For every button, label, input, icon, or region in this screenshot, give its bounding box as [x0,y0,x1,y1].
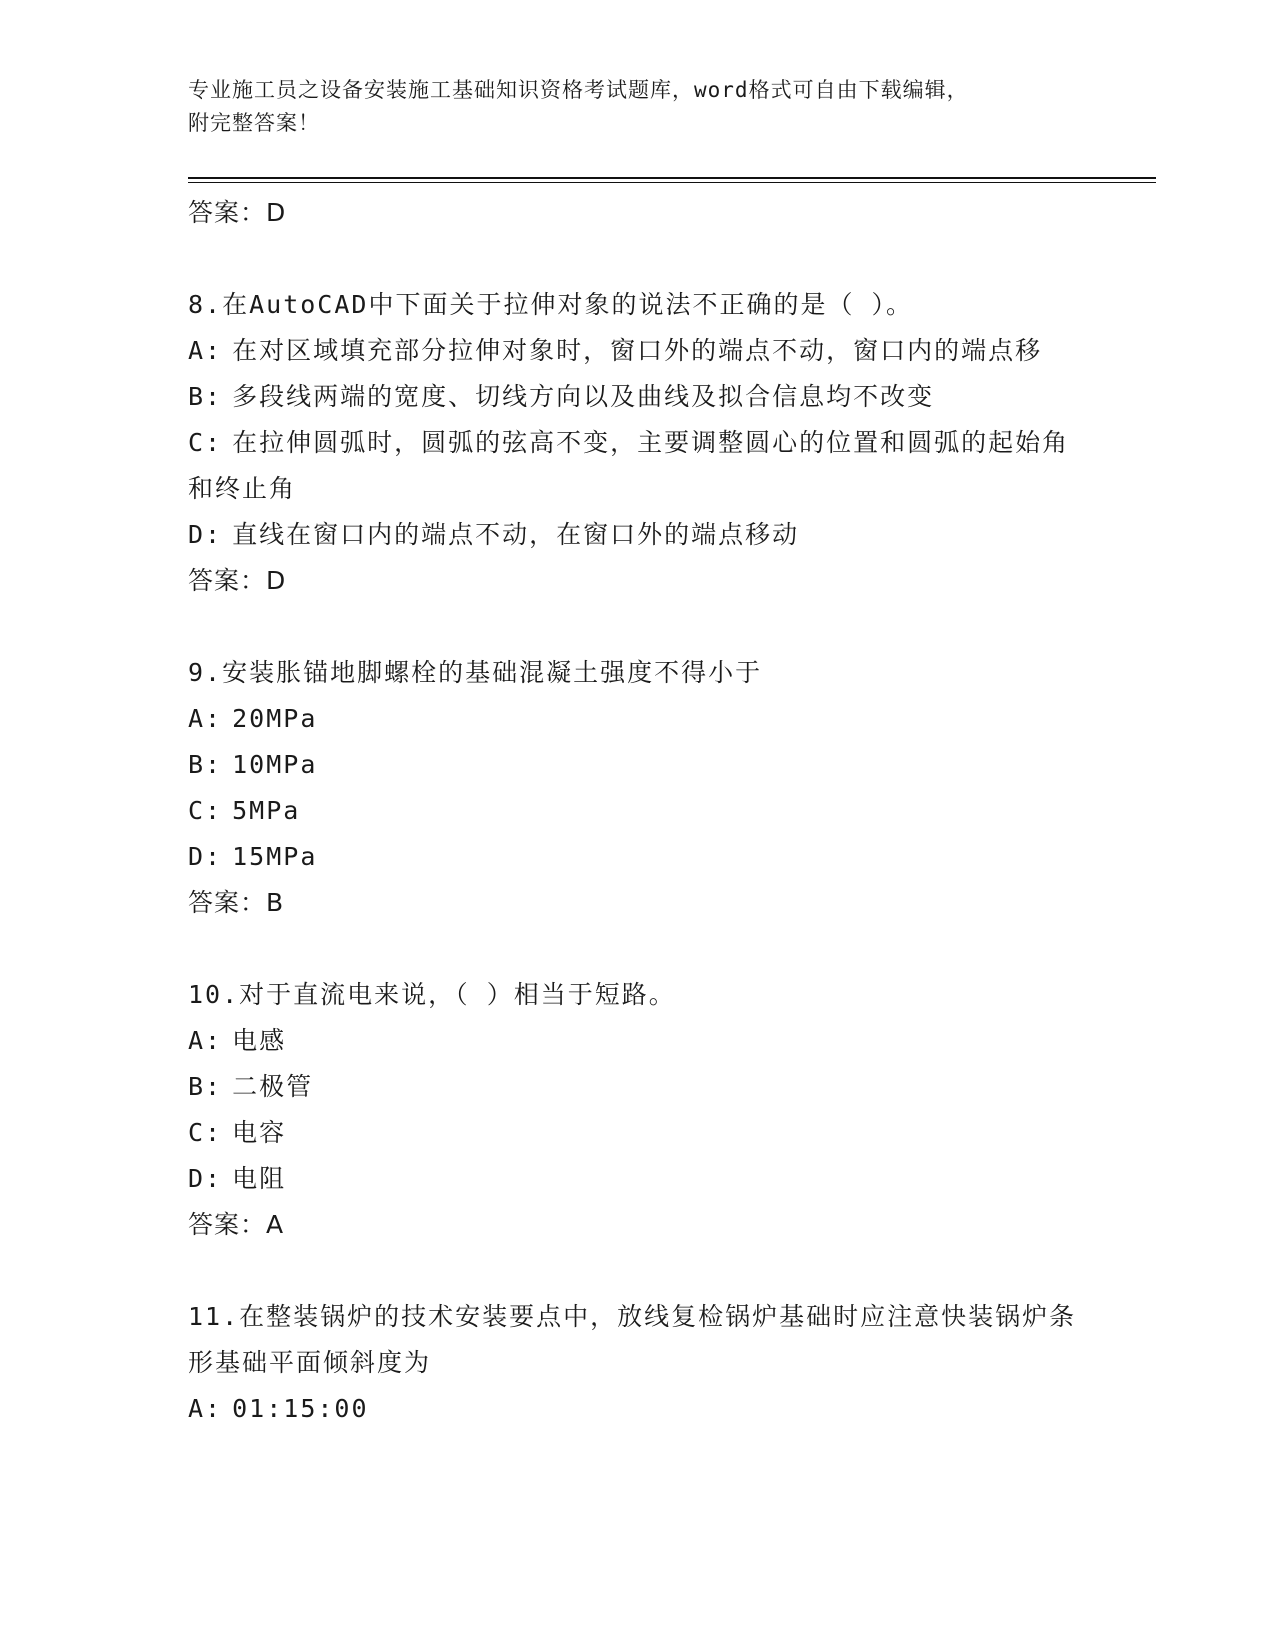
answer-line: 答案：D [188,566,287,595]
option-text: 5MPa [232,796,301,825]
option-text: 直线在窗口内的端点不动，在窗口外的端点移动 [232,520,800,549]
option-a [188,696,1088,742]
option-key: B: [188,382,223,411]
option-text: 10MPa [232,750,318,779]
option-c [188,420,1088,512]
option-key: B: [188,1072,223,1101]
option-d [188,1156,1088,1202]
option-text: 01:15:00 [232,1394,369,1423]
header-divider-thick [188,177,1156,179]
option-key: D: [188,520,223,549]
answer-line: 答案：A [188,1210,285,1239]
previous-answer: 答案：D [188,198,287,227]
option-a [188,1018,1088,1064]
header-line-1: 专业施工员之设备安装施工基础知识资格考试题库，word格式可自由下载编辑， [188,78,969,102]
option-key: C: [188,796,223,825]
option-key: B: [188,750,223,779]
option-c [188,788,1088,834]
question-11 [188,1294,1088,1432]
option-text: 二极管 [232,1072,314,1101]
answer-line: 答案：B [188,888,285,917]
option-b [188,742,1088,788]
option-key: A: [188,704,223,733]
option-text: 电容 [232,1118,287,1147]
option-b [188,1064,1088,1110]
question-10 [188,972,1088,1248]
option-key: C: [188,428,223,457]
option-b [188,374,1088,420]
question-9 [188,650,1088,926]
option-d [188,834,1088,880]
question-title: 8.在AutoCAD中下面关于拉伸对象的说法不正确的是（ ）。 [188,290,914,319]
option-text: 20MPa [232,704,318,733]
option-key: D: [188,1164,223,1193]
header-divider-thin [188,182,1156,183]
option-text: 多段线两端的宽度、切线方向以及曲线及拟合信息均不改变 [232,382,935,411]
header-line-2: 附完整答案！ [188,111,320,135]
option-d [188,512,1088,558]
option-text: 电阻 [232,1164,287,1193]
option-c [188,1110,1088,1156]
option-key: D: [188,842,223,871]
option-a [188,328,1088,374]
option-a [188,1386,1088,1432]
question-title: 11.在整装锅炉的技术安装要点中，放线复检锅炉基础时应注意快装锅炉条形基础平面倾斜度为 [188,1302,1077,1377]
question-8 [188,282,1088,604]
question-title: 10.对于直流电来说，（ ）相当于短路。 [188,980,676,1009]
option-key: C: [188,1118,223,1147]
document-header [188,74,1088,140]
option-key: A: [188,1394,223,1423]
option-text: 在拉伸圆弧时，圆弧的弦高不变，主要调整圆心的位置和圆弧的起始角和终止角 [188,428,1070,503]
question-title: 9.安装胀锚地脚螺栓的基础混凝土强度不得小于 [188,658,763,687]
option-key: A: [188,1026,223,1055]
option-text: 电感 [232,1026,287,1055]
option-text: 在对区域填充部分拉伸对象时，窗口外的端点不动，窗口内的端点移 [232,336,1043,365]
option-key: A: [188,336,223,365]
option-text: 15MPa [232,842,318,871]
question-list [188,190,1088,1432]
